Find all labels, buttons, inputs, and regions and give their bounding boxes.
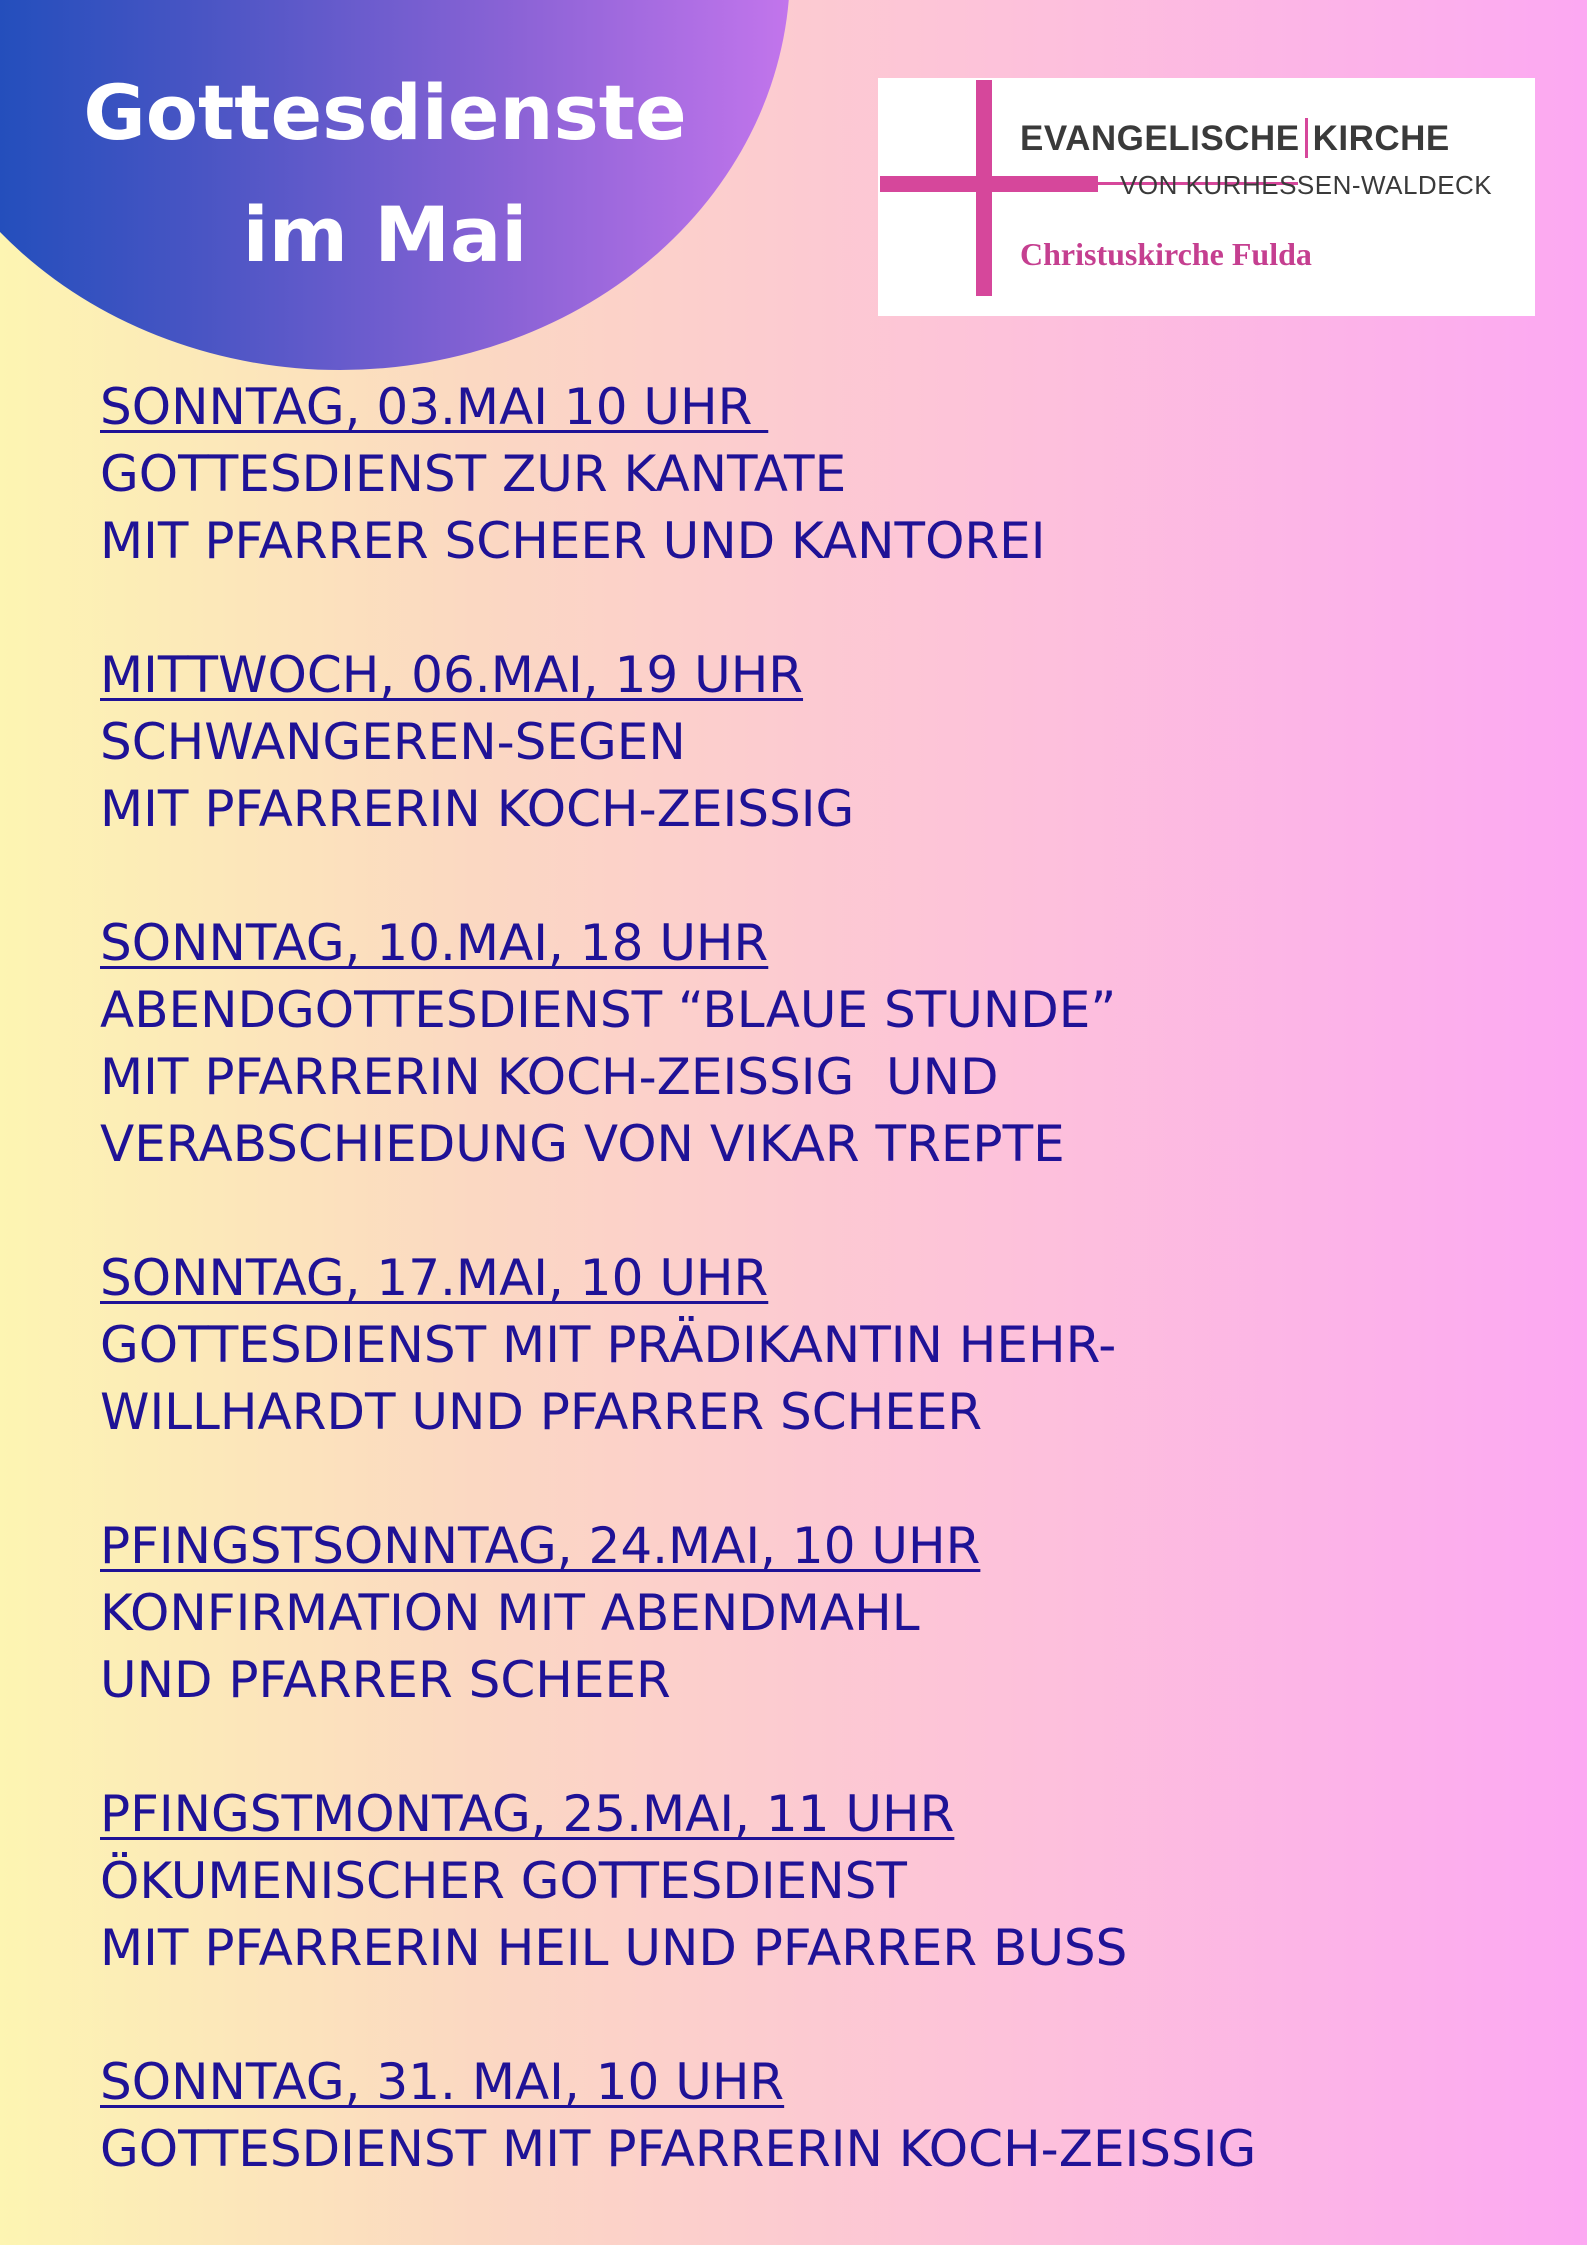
logo-subtitle: VON KURHESSEN-WALDECK — [1120, 170, 1493, 200]
page-title-line1: Gottesdienste — [83, 68, 687, 157]
logo-title — [1020, 118, 1450, 159]
event-description-line: GOTTESDIENST MIT PRÄDIKANTIN HEHR- — [100, 1316, 1117, 1374]
event-description-line: WILLHARDT UND PFARRER SCHEER — [100, 1383, 983, 1441]
cross-icon-bar — [880, 176, 1098, 192]
logo-title-left: EVANGELISCHE — [1020, 119, 1300, 158]
logo-church-name: Christuskirche Fulda — [1020, 236, 1312, 272]
event-item — [100, 1781, 1560, 1982]
logo-separator — [1305, 118, 1308, 158]
event-item — [100, 910, 1560, 1178]
event-description-line: VERABSCHIEDUNG VON VIKAR TREPTE — [100, 1115, 1065, 1173]
event-date: SONNTAG, 31. MAI, 10 UHR — [100, 2053, 785, 2111]
event-description-line: ABENDGOTTESDIENST “BLAUE STUNDE” — [100, 981, 1117, 1039]
event-description-line: SCHWANGEREN-SEGEN — [100, 713, 686, 771]
logo-title-right: KIRCHE — [1312, 119, 1450, 158]
event-description-line: MIT PFARRERIN KOCH-ZEISSIG — [100, 780, 855, 838]
event-date: PFINGSTMONTAG, 25.MAI, 11 UHR — [100, 1785, 955, 1843]
event-date: SONNTAG, 17.MAI, 10 UHR — [100, 1249, 769, 1307]
event-description-line: GOTTESDIENST MIT PFARRERIN KOCH-ZEISSIG — [100, 2120, 1257, 2178]
event-date: MITTWOCH, 06.MAI, 19 UHR — [100, 646, 804, 704]
event-item — [100, 2049, 1560, 2183]
event-item — [100, 642, 1560, 843]
event-date: SONNTAG, 10.MAI, 18 UHR — [100, 914, 769, 972]
event-item — [100, 374, 1560, 575]
event-date: SONNTAG, 03.MAI 10 UHR — [100, 378, 769, 436]
event-item — [100, 1513, 1560, 1714]
event-description-line: MIT PFARRERIN HEIL UND PFARRER BUSS — [100, 1919, 1128, 1977]
event-description-line: UND PFARRER SCHEER — [100, 1651, 671, 1709]
event-list — [100, 374, 1560, 2183]
event-date: PFINGSTSONNTAG, 24.MAI, 10 UHR — [100, 1517, 981, 1575]
event-description-line: GOTTESDIENST ZUR KANTATE — [100, 445, 847, 503]
event-item — [100, 1245, 1560, 1446]
event-description-line: ÖKUMENISCHER GOTTESDIENST — [100, 1852, 907, 1910]
event-description-line: KONFIRMATION MIT ABENDMAHL — [100, 1584, 920, 1642]
page-title-line2: im Mai — [242, 190, 528, 279]
page-title — [0, 52, 770, 296]
event-description-line: MIT PFARRER SCHEER UND KANTOREI — [100, 512, 1046, 570]
event-description-line: MIT PFARRERIN KOCH-ZEISSIG UND — [100, 1048, 999, 1106]
church-logo — [878, 78, 1535, 316]
